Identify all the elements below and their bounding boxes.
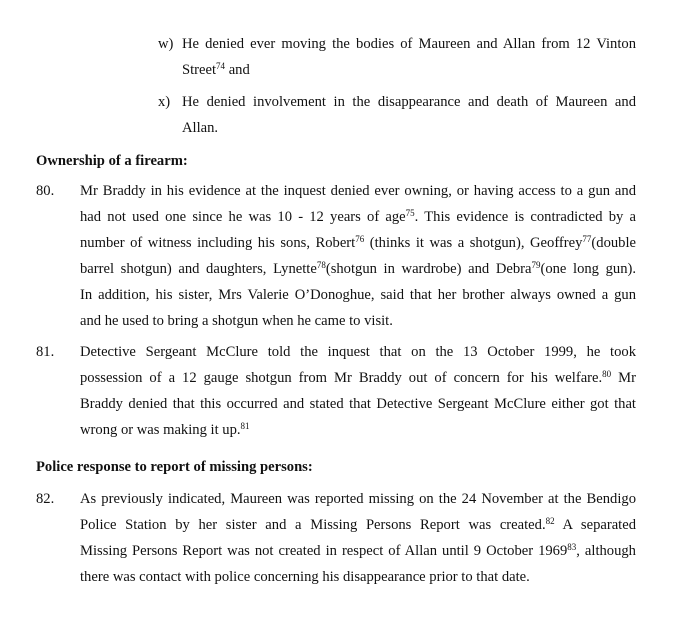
paragraph-line: there was contact with police concerning his disappearance prior to that date. xyxy=(80,569,530,585)
footnote-ref: 75 xyxy=(405,208,415,218)
paragraph-line: Detective Sergeant McClure told the inquest that on the 13 October 1999, he took xyxy=(80,344,636,360)
paragraph-line: and he used to bring a shotgun when he came to visit. xyxy=(80,313,393,329)
paragraph-line: wrong or was making it up.$^{81}$ xyxy=(80,421,250,438)
paragraph-line: Missing Persons Report was not created in respect of Allan until 9 October 1969$^{83}$, although xyxy=(80,542,636,559)
paragraph-line: As previously indicated, Maureen was reported missing on the 24 November at the Bendigo xyxy=(80,491,636,507)
footnote-ref: 83 xyxy=(567,542,577,552)
footnote-ref: 82 xyxy=(545,516,555,526)
footnote-ref: 77 xyxy=(582,234,592,244)
footnote-ref: 78 xyxy=(316,260,326,270)
footnote-ref: 74 xyxy=(216,61,226,71)
list-marker-w: w) xyxy=(158,36,174,52)
paragraph-line: barrel shotgun) and daughters, Lynette$^{78}$(shotgun in wardrobe) and Debra$^{79}$(one long gun). xyxy=(80,260,636,277)
paragraph-line: In addition, his sister, Mrs Valerie O’Donoghue, said that her brother always owned a gun xyxy=(80,287,636,303)
paragraph-line: Mr Braddy in his evidence at the inquest denied ever owning, or having access to a gun and xyxy=(80,183,636,199)
footnote-ref: 79 xyxy=(531,260,541,270)
paragraph-line: number of witness including his sons, Robert$^{76}$ (thinks it was a shotgun), Geoffrey$^{77}$(double xyxy=(80,234,637,251)
list-item-w-line-2: Street$^{74}$ and xyxy=(182,61,250,78)
list-item-w-line-1: He denied ever moving the bodies of Maureen and Allan from 12 Vinton xyxy=(182,36,636,52)
list-item-x-line-1: He denied involvement in the disappearance and death of Maureen and xyxy=(182,94,636,110)
paragraph-line: possession of a 12 gauge shotgun from Mr Braddy out of concern for his welfare.$^{80}$ Mr xyxy=(80,369,636,386)
paragraph-line: Police Station by her sister and a Missing Persons Report was created.$^{82}$ A separated xyxy=(80,516,637,533)
list-item-x-line-2: Allan. xyxy=(182,120,219,136)
paragraph-number: 80. xyxy=(36,183,55,199)
paragraph-number: 82. xyxy=(36,491,55,507)
footnote-ref: 81 xyxy=(240,421,250,431)
footnote-ref: 80 xyxy=(602,369,612,379)
paragraph-line: had not used one since he was 10 - 12 years of age$^{75}$. This evidence is contradicted by a xyxy=(80,208,636,225)
section-heading-police: Police response to report of missing persons: xyxy=(36,459,313,475)
list-marker-x: x) xyxy=(158,94,171,110)
section-heading-firearm: Ownership of a firearm: xyxy=(36,153,188,169)
paragraph-line: Braddy denied that this occurred and stated that Detective Sergeant McClure either got that xyxy=(80,396,636,412)
footnote-ref: 76 xyxy=(355,234,365,244)
paragraph-number: 81. xyxy=(36,344,55,360)
